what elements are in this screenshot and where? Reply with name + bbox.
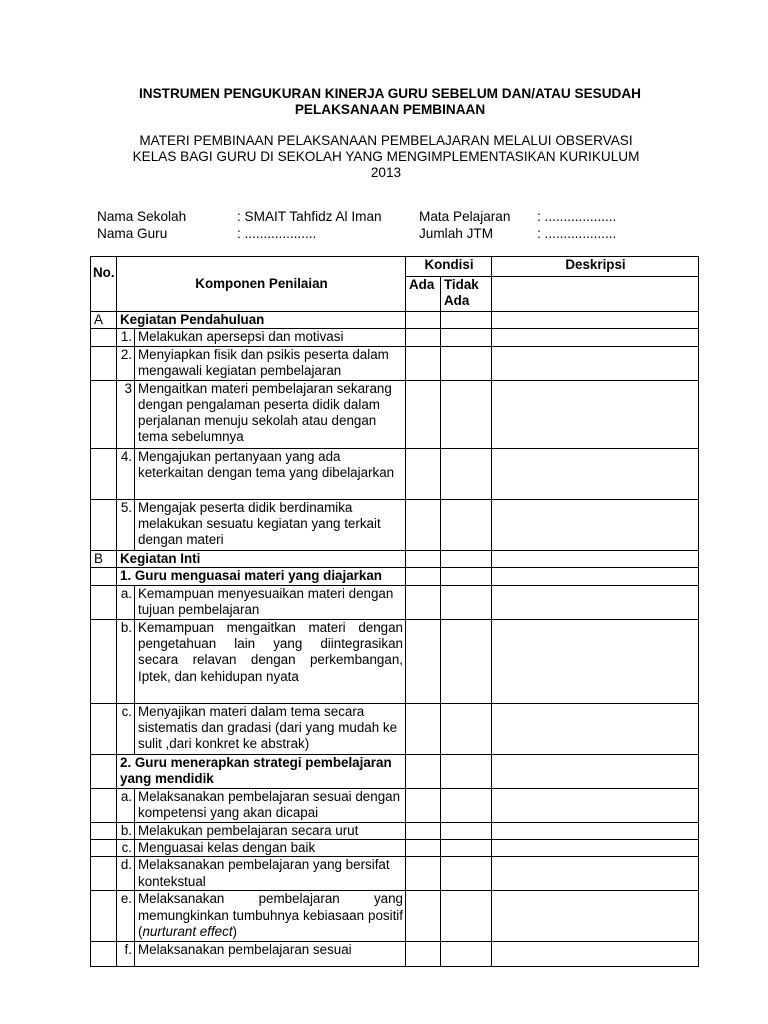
table-row xyxy=(91,499,699,550)
jtm-value: : ................... xyxy=(537,226,617,241)
ada-cell[interactable] xyxy=(406,891,441,942)
item-number: c. xyxy=(117,840,135,857)
subsection-b2-title: 2. Guru menerapkan strategi pembelajaran yang mendidik xyxy=(117,754,406,788)
header-row-1 xyxy=(91,257,699,277)
table-row xyxy=(91,703,699,754)
item-text: Menyajikan materi dalam tema secara sistematis dan gradasi (dari yang mudah ke sulit ,dari konkret ke abstrak) xyxy=(135,703,406,754)
item-text-main: Melaksanakan pembelajaran yang memungkinkan tumbuhnya kebiasaan positif ( xyxy=(138,891,403,940)
header-tidak-ada: Tidak Ada xyxy=(441,277,492,312)
tidak-ada-cell[interactable] xyxy=(441,380,492,448)
ada-cell[interactable] xyxy=(406,942,441,967)
assessment-table xyxy=(90,256,699,967)
tidak-ada-cell[interactable] xyxy=(441,329,492,346)
item-text: Menguasai kelas dengan baik xyxy=(135,840,406,857)
item-text: Melakukan apersepsi dan motivasi xyxy=(135,329,406,346)
ada-cell[interactable] xyxy=(406,585,441,619)
subtitle-line-3: 2013 xyxy=(370,165,402,180)
ada-cell[interactable] xyxy=(406,840,441,857)
tidak-ada-cell[interactable] xyxy=(441,891,492,942)
deskripsi-cell[interactable] xyxy=(492,567,699,585)
item-text xyxy=(135,891,406,942)
item-text: Melaksanakan pembelajaran yang bersifat kontekstual xyxy=(135,857,406,891)
deskripsi-cell[interactable] xyxy=(492,499,699,550)
ada-cell[interactable] xyxy=(406,788,441,822)
school-label: Nama Sekolah xyxy=(97,209,187,224)
section-a-code: A xyxy=(91,312,117,329)
title-line-1: INSTRUMEN PENGUKURAN KINERJA GURU SEBELUM DAN/ATAU SESUDAH xyxy=(139,86,641,101)
ada-cell[interactable] xyxy=(406,499,441,550)
tidak-ada-cell[interactable] xyxy=(441,499,492,550)
item-number: 5. xyxy=(117,499,135,550)
subject-value: : ................... xyxy=(537,209,617,224)
deskripsi-cell[interactable] xyxy=(492,619,699,703)
deskripsi-cell[interactable] xyxy=(492,585,699,619)
tidak-ada-cell[interactable] xyxy=(441,585,492,619)
item-text: Mengaitkan materi pembelajaran sekarang dengan pengalaman peserta didik dalam perjalanan menuju sekolah atau dengan tema sebelumnya xyxy=(135,380,406,448)
ada-cell[interactable] xyxy=(406,448,441,499)
tidak-ada-cell[interactable] xyxy=(441,619,492,703)
tidak-ada-cell[interactable] xyxy=(441,448,492,499)
ada-cell[interactable] xyxy=(406,380,441,448)
item-number: a. xyxy=(117,585,135,619)
item-text-italic: nurturant effect xyxy=(142,924,233,940)
table-row xyxy=(91,585,699,619)
deskripsi-cell[interactable] xyxy=(492,942,699,967)
ada-cell[interactable] xyxy=(406,346,441,380)
tidak-ada-cell[interactable] xyxy=(441,550,492,567)
deskripsi-cell[interactable] xyxy=(492,380,699,448)
ada-cell[interactable] xyxy=(406,329,441,346)
document-title xyxy=(90,86,690,118)
item-number: b. xyxy=(117,619,135,703)
item-number: 1. xyxy=(117,329,135,346)
subtitle-line-2: KELAS BAGI GURU DI SEKOLAH YANG MENGIMPLEMENTASIKAN KURIKULUM xyxy=(132,149,640,164)
tidak-ada-cell[interactable] xyxy=(441,754,492,788)
section-row-a xyxy=(91,312,699,329)
tidak-ada-cell[interactable] xyxy=(441,942,492,967)
item-text-close: ) xyxy=(232,924,238,940)
subsection-row-b2 xyxy=(91,754,699,788)
item-number: b. xyxy=(117,822,135,839)
table-row xyxy=(91,346,699,380)
item-number: 4. xyxy=(117,448,135,499)
item-number: e. xyxy=(117,891,135,942)
item-number: a. xyxy=(117,788,135,822)
section-row-b xyxy=(91,550,699,567)
item-number: 3 xyxy=(117,380,135,448)
header-kondisi: Kondisi xyxy=(406,257,492,277)
table-row xyxy=(91,448,699,499)
ada-cell[interactable] xyxy=(406,754,441,788)
teacher-label: Nama Guru xyxy=(97,226,168,241)
item-text: Menyiapkan fisik dan psikis peserta dalam mengawali kegiatan pembelajaran xyxy=(135,346,406,380)
tidak-ada-cell[interactable] xyxy=(441,312,492,329)
title-line-2: PELAKSANAAN PEMBINAAN xyxy=(294,102,486,117)
header-deskripsi: Deskripsi xyxy=(492,257,699,277)
tidak-ada-cell[interactable] xyxy=(441,840,492,857)
jtm-label: Jumlah JTM xyxy=(419,226,494,241)
table-row xyxy=(91,380,699,448)
document-subtitle xyxy=(80,133,692,181)
ada-cell[interactable] xyxy=(406,619,441,703)
table-row xyxy=(91,942,699,967)
subject-label: Mata Pelajaran xyxy=(419,209,511,224)
table-row xyxy=(91,329,699,346)
item-text: Kemampuan menyesuaikan materi dengan tujuan pembelajaran xyxy=(135,585,406,619)
tidak-ada-cell[interactable] xyxy=(441,346,492,380)
item-text: Melakukan pembelajaran secara urut xyxy=(135,822,406,839)
deskripsi-cell[interactable] xyxy=(492,857,699,891)
ada-cell[interactable] xyxy=(406,312,441,329)
table-row xyxy=(91,822,699,839)
item-text: Kemampuan mengaitkan materi dengan pengetahuan lain yang diintegrasikan secara relavan dengan perkembangan, Iptek, dan kehidupan nyata xyxy=(135,619,406,703)
tidak-ada-cell[interactable] xyxy=(441,822,492,839)
tidak-ada-cell[interactable] xyxy=(441,703,492,754)
section-b-title: Kegiatan Inti xyxy=(117,550,406,567)
tidak-ada-cell[interactable] xyxy=(441,857,492,891)
ada-cell[interactable] xyxy=(406,857,441,891)
deskripsi-cell[interactable] xyxy=(492,312,699,329)
header-ada: Ada xyxy=(406,277,441,312)
item-text: Mengajak peserta didik berdinamika melakukan sesuatu kegiatan yang terkait dengan materi xyxy=(135,499,406,550)
deskripsi-cell[interactable] xyxy=(492,754,699,788)
table-row xyxy=(91,619,699,703)
subsection-row-b1 xyxy=(91,567,699,585)
section-b-code: B xyxy=(91,550,117,567)
item-text: Mengajukan pertanyaan yang ada keterkaitan dengan tema yang dibelajarkan xyxy=(135,448,406,499)
table-row xyxy=(91,891,699,942)
table-row xyxy=(91,840,699,857)
deskripsi-cell[interactable] xyxy=(492,788,699,822)
item-number: d. xyxy=(117,857,135,891)
deskripsi-cell[interactable] xyxy=(492,822,699,839)
deskripsi-cell[interactable] xyxy=(492,346,699,380)
school-value: : SMAIT Tahfidz Al Iman xyxy=(237,209,382,224)
item-text: Melaksanakan pembelajaran sesuai xyxy=(135,942,406,967)
deskripsi-cell[interactable] xyxy=(492,840,699,857)
item-number: c. xyxy=(117,703,135,754)
teacher-value: : ................... xyxy=(237,226,317,241)
deskripsi-cell[interactable] xyxy=(492,329,699,346)
ada-cell[interactable] xyxy=(406,822,441,839)
item-number: f. xyxy=(117,942,135,967)
ada-cell[interactable] xyxy=(406,703,441,754)
ada-cell[interactable] xyxy=(406,550,441,567)
ada-cell[interactable] xyxy=(406,567,441,585)
deskripsi-cell[interactable] xyxy=(492,703,699,754)
subsection-b1-title: 1. Guru menguasai materi yang diajarkan xyxy=(117,567,406,585)
header-no: No. xyxy=(91,257,117,312)
subtitle-line-1: MATERI PEMBINAAN PELAKSANAAN PEMBELAJARAN MELALUI OBSERVASI xyxy=(139,133,633,148)
section-a-title: Kegiatan Pendahuluan xyxy=(117,312,406,329)
deskripsi-cell[interactable] xyxy=(492,448,699,499)
table-row xyxy=(91,857,699,891)
tidak-ada-cell[interactable] xyxy=(441,788,492,822)
item-number: 2. xyxy=(117,346,135,380)
deskripsi-cell[interactable] xyxy=(492,550,699,567)
header-deskripsi-blank xyxy=(492,277,699,312)
header-komponen: Komponen Penilaian xyxy=(117,257,406,312)
item-text: Melaksanakan pembelajaran sesuai dengan kompetensi yang akan dicapai xyxy=(135,788,406,822)
table-row xyxy=(91,788,699,822)
tidak-ada-cell[interactable] xyxy=(441,567,492,585)
deskripsi-cell[interactable] xyxy=(492,891,699,942)
